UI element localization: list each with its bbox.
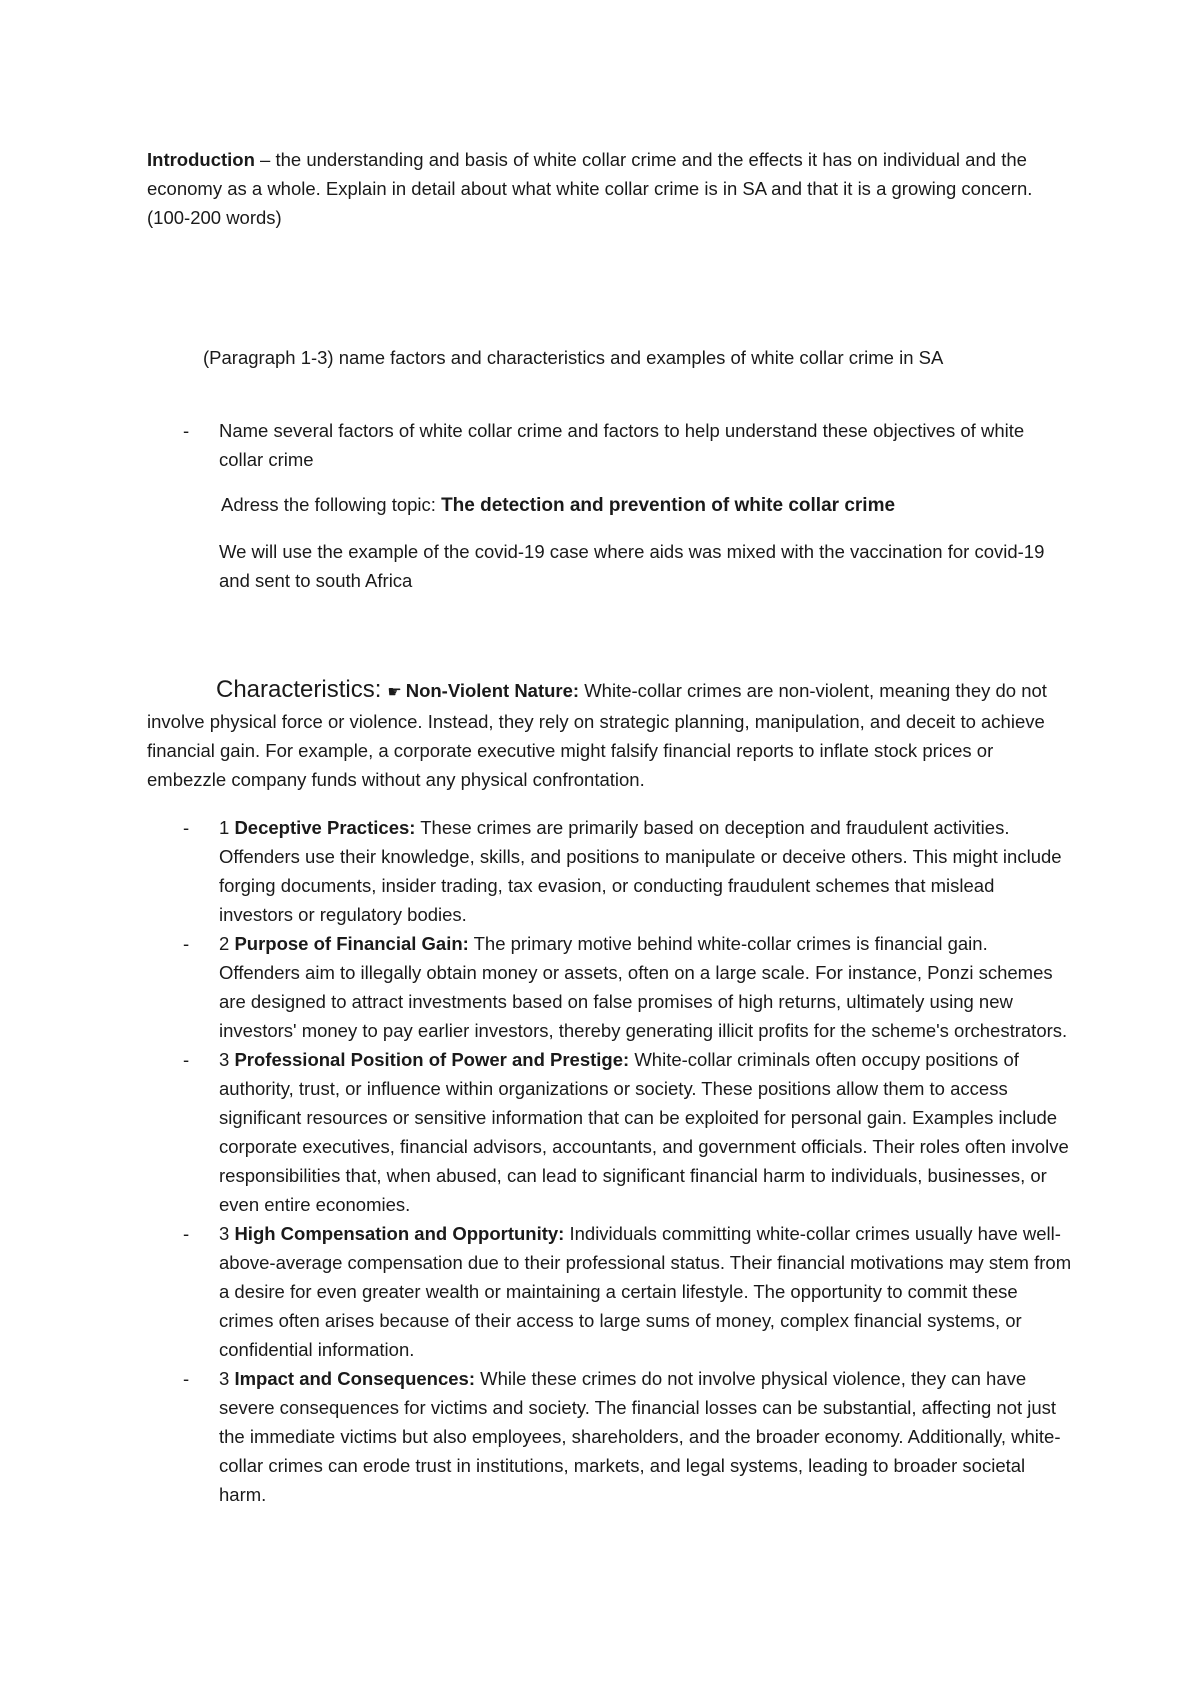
item-text: Individuals committing white-collar crimes usually have well-above-average compensation due to their professional status. Their financial motivations may stem from a desire for even greater wealth or maintaining a certain lifestyle. The opportunity to commit these crimes often arises because of their access to large sums of money, complex financial systems, or confidential information. xyxy=(219,1223,1072,1360)
dash-bullet: - xyxy=(183,1223,190,1244)
dash-bullet: - xyxy=(183,933,190,954)
item-number: 1 xyxy=(219,817,235,838)
dash-bullet: - xyxy=(183,1368,190,1389)
list-item xyxy=(183,1045,1073,1219)
address-topic: The detection and prevention of white collar crime xyxy=(441,495,896,516)
item-text: The primary motive behind white-collar crimes is financial gain. Offenders aim to illegally obtain money or assets, often on a large scale. For instance, Ponzi schemes are designed to attract investments based on false promises of high returns, ultimately using new investors' money to pay earlier investors, thereby generating illicit profits for the scheme's orchestrators. xyxy=(219,933,1068,1041)
item-title: High Compensation and Opportunity: xyxy=(234,1223,565,1244)
address-prefix: Adress the following topic: xyxy=(221,494,442,515)
item-number: 3 xyxy=(219,1223,235,1244)
covid-note: We will use the example of the covid-19 case where aids was mixed with the vaccination for covid-19 and sent to south Africa xyxy=(219,541,1045,591)
intro-paragraph xyxy=(147,145,1067,232)
characteristics-heading: Characteristics: xyxy=(216,676,382,703)
item-title: Deceptive Practices: xyxy=(234,817,416,838)
list-item xyxy=(183,1364,1073,1509)
item-title: Impact and Consequences: xyxy=(234,1368,475,1389)
item-title: Professional Position of Power and Prestige: xyxy=(234,1049,630,1070)
dash-bullet: - xyxy=(183,420,190,441)
item-number: 3 xyxy=(219,1049,235,1070)
characteristics-lead-text: White-collar crimes are non-violent, meaning they do not involve physical force or violence. Instead, they rely on strategic planning, manipulation, and deceit to achieve financial gain. For example, a corporate executive might falsify financial reports to inflate stock prices or embezzle company funds without any physical confrontation. xyxy=(147,680,1047,790)
item-number: 3 xyxy=(219,1368,235,1389)
intro-title: Introduction xyxy=(147,149,255,170)
list-item xyxy=(183,416,1073,474)
item-text: White-collar criminals often occupy positions of authority, trust, or influence within organizations or society. These positions allow them to access significant resources or sensitive information that can be exploited for personal gain. Examples include corporate executives, financial advisors, accountants, and government officials. Their roles often involve responsibilities that, when abused, can lead to significant financial harm to individuals, businesses, or even entire economies. xyxy=(219,1049,1069,1215)
list-item xyxy=(183,813,1073,929)
dash-bullet: - xyxy=(183,817,190,838)
address-topic-line xyxy=(221,490,1081,520)
item-number: 2 xyxy=(219,933,235,954)
paragraph-note: (Paragraph 1-3) name factors and characteristics and examples of white collar crime in SA xyxy=(203,347,944,368)
item-text: These crimes are primarily based on deception and fraudulent activities. Offenders use their knowledge, skills, and positions to manipulate or deceive others. This might include forging documents, insider trading, tax evasion, or conducting fraudulent schemes that mislead investors or regulatory bodies. xyxy=(219,817,1062,925)
hand-pointing-icon: ☛ xyxy=(387,684,402,701)
dash-bullet: - xyxy=(183,1049,190,1070)
factors-list xyxy=(183,416,1073,474)
intro-text: – the understanding and basis of white collar crime and the effects it has on individual and the economy as a whole. Explain in detail about what white collar crime is in SA and that it is a growing concern. (100-200 words) xyxy=(147,149,1033,228)
characteristics-list xyxy=(183,813,1073,1509)
list-item xyxy=(183,1219,1073,1364)
characteristics-paragraph xyxy=(147,675,1067,794)
list-item xyxy=(183,929,1073,1045)
list-item-text: Name several factors of white collar crime and factors to help understand these objectives of white collar crime xyxy=(219,420,1025,470)
item-text: While these crimes do not involve physical violence, they can have severe consequences for victims and society. The financial losses can be substantial, affecting not just the immediate victims but also employees, shareholders, and the broader economy. Additionally, white-collar crimes can erode trust in institutions, markets, and legal systems, leading to broader societal harm. xyxy=(219,1368,1061,1505)
item-title: Purpose of Financial Gain: xyxy=(234,933,469,954)
characteristics-lead-title: Non-Violent Nature: xyxy=(405,680,580,701)
